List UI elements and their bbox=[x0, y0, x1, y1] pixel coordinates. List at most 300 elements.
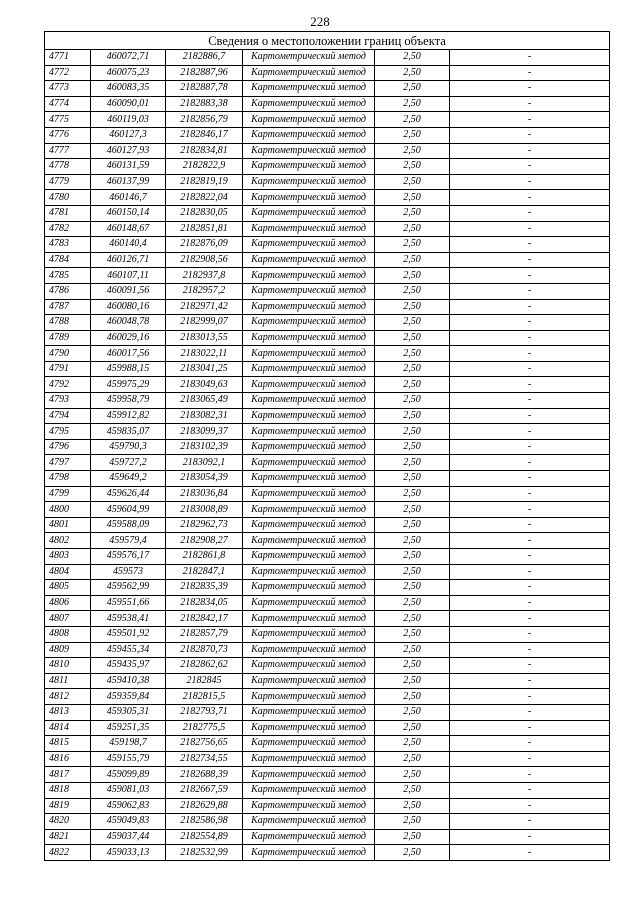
point-number-cell: 4790 bbox=[45, 346, 91, 362]
accuracy-cell: 2,50 bbox=[375, 393, 450, 409]
description-cell: - bbox=[450, 626, 610, 642]
accuracy-cell: 2,50 bbox=[375, 486, 450, 502]
accuracy-cell: 2,50 bbox=[375, 112, 450, 128]
table-row bbox=[45, 299, 610, 315]
description-cell: - bbox=[450, 533, 610, 549]
method-cell: Картометрический метод bbox=[243, 720, 375, 736]
coord-y-cell: 2182962,73 bbox=[166, 517, 243, 533]
table-row bbox=[45, 533, 610, 549]
coord-x-cell: 459049,83 bbox=[91, 814, 166, 830]
coord-x-cell: 459551,66 bbox=[91, 595, 166, 611]
point-number-cell: 4812 bbox=[45, 689, 91, 705]
table-row bbox=[45, 377, 610, 393]
table-row bbox=[45, 205, 610, 221]
coord-x-cell: 460146,7 bbox=[91, 190, 166, 206]
method-cell: Картометрический метод bbox=[243, 424, 375, 440]
table-row bbox=[45, 346, 610, 362]
description-cell: - bbox=[450, 829, 610, 845]
coord-y-cell: 2182851,81 bbox=[166, 221, 243, 237]
method-cell: Картометрический метод bbox=[243, 127, 375, 143]
point-number-cell: 4789 bbox=[45, 330, 91, 346]
accuracy-cell: 2,50 bbox=[375, 517, 450, 533]
coord-y-cell: 2182876,09 bbox=[166, 237, 243, 253]
description-cell: - bbox=[450, 174, 610, 190]
point-number-cell: 4814 bbox=[45, 720, 91, 736]
description-cell: - bbox=[450, 595, 610, 611]
point-number-cell: 4810 bbox=[45, 658, 91, 674]
point-number-cell: 4787 bbox=[45, 299, 91, 315]
accuracy-cell: 2,50 bbox=[375, 174, 450, 190]
accuracy-cell: 2,50 bbox=[375, 252, 450, 268]
coord-y-cell: 2182842,17 bbox=[166, 611, 243, 627]
coord-y-cell: 2182937,8 bbox=[166, 268, 243, 284]
method-cell: Картометрический метод bbox=[243, 767, 375, 783]
coord-x-cell: 460029,16 bbox=[91, 330, 166, 346]
accuracy-cell: 2,50 bbox=[375, 330, 450, 346]
accuracy-cell: 2,50 bbox=[375, 642, 450, 658]
coord-x-cell: 460131,59 bbox=[91, 159, 166, 175]
accuracy-cell: 2,50 bbox=[375, 502, 450, 518]
accuracy-cell: 2,50 bbox=[375, 549, 450, 565]
coord-y-cell: 2183036,84 bbox=[166, 486, 243, 502]
table-row bbox=[45, 798, 610, 814]
accuracy-cell: 2,50 bbox=[375, 845, 450, 861]
method-cell: Картометрический метод bbox=[243, 330, 375, 346]
coord-x-cell: 459099,89 bbox=[91, 767, 166, 783]
coord-y-cell: 2183065,49 bbox=[166, 393, 243, 409]
description-cell: - bbox=[450, 205, 610, 221]
table-row bbox=[45, 580, 610, 596]
method-cell: Картометрический метод bbox=[243, 408, 375, 424]
description-cell: - bbox=[450, 704, 610, 720]
table-row bbox=[45, 50, 610, 66]
table-row bbox=[45, 704, 610, 720]
description-cell: - bbox=[450, 642, 610, 658]
coord-x-cell: 459562,99 bbox=[91, 580, 166, 596]
accuracy-cell: 2,50 bbox=[375, 268, 450, 284]
table-row bbox=[45, 486, 610, 502]
table-row bbox=[45, 658, 610, 674]
table-row bbox=[45, 283, 610, 299]
description-cell: - bbox=[450, 424, 610, 440]
coord-x-cell: 459988,15 bbox=[91, 361, 166, 377]
table-row bbox=[45, 845, 610, 861]
point-number-cell: 4797 bbox=[45, 455, 91, 471]
table-row bbox=[45, 112, 610, 128]
table-row bbox=[45, 330, 610, 346]
accuracy-cell: 2,50 bbox=[375, 595, 450, 611]
point-number-cell: 4771 bbox=[45, 50, 91, 66]
method-cell: Картометрический метод bbox=[243, 393, 375, 409]
description-cell: - bbox=[450, 346, 610, 362]
accuracy-cell: 2,50 bbox=[375, 237, 450, 253]
description-cell: - bbox=[450, 486, 610, 502]
accuracy-cell: 2,50 bbox=[375, 798, 450, 814]
coord-x-cell: 459604,99 bbox=[91, 502, 166, 518]
table-row bbox=[45, 221, 610, 237]
point-number-cell: 4815 bbox=[45, 736, 91, 752]
table-row bbox=[45, 517, 610, 533]
accuracy-cell: 2,50 bbox=[375, 611, 450, 627]
table-row bbox=[45, 626, 610, 642]
point-number-cell: 4816 bbox=[45, 751, 91, 767]
description-cell: - bbox=[450, 455, 610, 471]
point-number-cell: 4775 bbox=[45, 112, 91, 128]
table-row bbox=[45, 549, 610, 565]
point-number-cell: 4778 bbox=[45, 159, 91, 175]
coord-y-cell: 2182856,79 bbox=[166, 112, 243, 128]
coord-x-cell: 459573 bbox=[91, 564, 166, 580]
description-cell: - bbox=[450, 471, 610, 487]
point-number-cell: 4791 bbox=[45, 361, 91, 377]
method-cell: Картометрический метод bbox=[243, 252, 375, 268]
coord-x-cell: 459062,83 bbox=[91, 798, 166, 814]
point-number-cell: 4798 bbox=[45, 471, 91, 487]
table-row bbox=[45, 174, 610, 190]
method-cell: Картометрический метод bbox=[243, 315, 375, 331]
method-cell: Картометрический метод bbox=[243, 502, 375, 518]
accuracy-cell: 2,50 bbox=[375, 829, 450, 845]
table-row bbox=[45, 829, 610, 845]
table-row bbox=[45, 252, 610, 268]
coord-x-cell: 459155,79 bbox=[91, 751, 166, 767]
description-cell: - bbox=[450, 767, 610, 783]
accuracy-cell: 2,50 bbox=[375, 190, 450, 206]
coord-x-cell: 460150,14 bbox=[91, 205, 166, 221]
method-cell: Картометрический метод bbox=[243, 611, 375, 627]
coord-y-cell: 2183082,31 bbox=[166, 408, 243, 424]
coord-y-cell: 2182822,04 bbox=[166, 190, 243, 206]
point-number-cell: 4803 bbox=[45, 549, 91, 565]
point-number-cell: 4809 bbox=[45, 642, 91, 658]
method-cell: Картометрический метод bbox=[243, 283, 375, 299]
method-cell: Картометрический метод bbox=[243, 845, 375, 861]
coord-y-cell: 2182835,39 bbox=[166, 580, 243, 596]
point-number-cell: 4781 bbox=[45, 205, 91, 221]
coord-x-cell: 459081,03 bbox=[91, 782, 166, 798]
table-row bbox=[45, 268, 610, 284]
description-cell: - bbox=[450, 252, 610, 268]
point-number-cell: 4784 bbox=[45, 252, 91, 268]
coord-y-cell: 2182957,2 bbox=[166, 283, 243, 299]
accuracy-cell: 2,50 bbox=[375, 689, 450, 705]
description-cell: - bbox=[450, 611, 610, 627]
table-row bbox=[45, 424, 610, 440]
coord-y-cell: 2183054,39 bbox=[166, 471, 243, 487]
table-title-row bbox=[45, 32, 610, 50]
coord-x-cell: 459033,13 bbox=[91, 845, 166, 861]
accuracy-cell: 2,50 bbox=[375, 782, 450, 798]
point-number-cell: 4776 bbox=[45, 127, 91, 143]
method-cell: Картометрический метод bbox=[243, 736, 375, 752]
description-cell: - bbox=[450, 112, 610, 128]
coord-y-cell: 2182999,07 bbox=[166, 315, 243, 331]
point-number-cell: 4774 bbox=[45, 96, 91, 112]
point-number-cell: 4806 bbox=[45, 595, 91, 611]
description-cell: - bbox=[450, 658, 610, 674]
method-cell: Картометрический метод bbox=[243, 642, 375, 658]
coord-x-cell: 459626,44 bbox=[91, 486, 166, 502]
accuracy-cell: 2,50 bbox=[375, 455, 450, 471]
method-cell: Картометрический метод bbox=[243, 626, 375, 642]
table-row bbox=[45, 673, 610, 689]
boundary-points-table bbox=[44, 31, 610, 861]
table-row bbox=[45, 65, 610, 81]
coord-y-cell: 2183102,39 bbox=[166, 439, 243, 455]
point-number-cell: 4821 bbox=[45, 829, 91, 845]
coord-x-cell: 460140,4 bbox=[91, 237, 166, 253]
description-cell: - bbox=[450, 393, 610, 409]
table-row bbox=[45, 408, 610, 424]
coord-y-cell: 2182629,88 bbox=[166, 798, 243, 814]
table-row bbox=[45, 127, 610, 143]
accuracy-cell: 2,50 bbox=[375, 736, 450, 752]
coord-x-cell: 459359,84 bbox=[91, 689, 166, 705]
method-cell: Картометрический метод bbox=[243, 549, 375, 565]
method-cell: Картометрический метод bbox=[243, 159, 375, 175]
coord-x-cell: 459435,97 bbox=[91, 658, 166, 674]
description-cell: - bbox=[450, 439, 610, 455]
description-cell: - bbox=[450, 237, 610, 253]
coord-y-cell: 2182857,79 bbox=[166, 626, 243, 642]
coord-x-cell: 459455,34 bbox=[91, 642, 166, 658]
coord-x-cell: 459835,07 bbox=[91, 424, 166, 440]
method-cell: Картометрический метод bbox=[243, 595, 375, 611]
coord-y-cell: 2182887,96 bbox=[166, 65, 243, 81]
coord-x-cell: 459649,2 bbox=[91, 471, 166, 487]
accuracy-cell: 2,50 bbox=[375, 564, 450, 580]
page-number: 228 bbox=[310, 14, 330, 29]
description-cell: - bbox=[450, 564, 610, 580]
coord-y-cell: 2182862,62 bbox=[166, 658, 243, 674]
method-cell: Картометрический метод bbox=[243, 533, 375, 549]
description-cell: - bbox=[450, 751, 610, 767]
method-cell: Картометрический метод bbox=[243, 205, 375, 221]
coord-y-cell: 2182815,5 bbox=[166, 689, 243, 705]
coord-y-cell: 2182554,89 bbox=[166, 829, 243, 845]
description-cell: - bbox=[450, 268, 610, 284]
description-cell: - bbox=[450, 736, 610, 752]
description-cell: - bbox=[450, 283, 610, 299]
coord-y-cell: 2182834,81 bbox=[166, 143, 243, 159]
table-row bbox=[45, 455, 610, 471]
description-cell: - bbox=[450, 517, 610, 533]
point-number-cell: 4819 bbox=[45, 798, 91, 814]
point-number-cell: 4811 bbox=[45, 673, 91, 689]
method-cell: Картометрический метод bbox=[243, 689, 375, 705]
coord-x-cell: 459912,82 bbox=[91, 408, 166, 424]
table-row bbox=[45, 237, 610, 253]
accuracy-cell: 2,50 bbox=[375, 533, 450, 549]
method-cell: Картометрический метод bbox=[243, 361, 375, 377]
table-row bbox=[45, 767, 610, 783]
description-cell: - bbox=[450, 299, 610, 315]
method-cell: Картометрический метод bbox=[243, 751, 375, 767]
point-number-cell: 4796 bbox=[45, 439, 91, 455]
table-row bbox=[45, 595, 610, 611]
description-cell: - bbox=[450, 361, 610, 377]
coord-x-cell: 459410,38 bbox=[91, 673, 166, 689]
coord-y-cell: 2182819,19 bbox=[166, 174, 243, 190]
coord-y-cell: 2182822,9 bbox=[166, 159, 243, 175]
coord-y-cell: 2182756,65 bbox=[166, 736, 243, 752]
point-number-cell: 4786 bbox=[45, 283, 91, 299]
coord-y-cell: 2183041,25 bbox=[166, 361, 243, 377]
coord-x-cell: 460119,03 bbox=[91, 112, 166, 128]
coord-y-cell: 2183049,63 bbox=[166, 377, 243, 393]
accuracy-cell: 2,50 bbox=[375, 471, 450, 487]
coord-y-cell: 2182845 bbox=[166, 673, 243, 689]
method-cell: Картометрический метод bbox=[243, 704, 375, 720]
description-cell: - bbox=[450, 580, 610, 596]
description-cell: - bbox=[450, 814, 610, 830]
point-number-cell: 4802 bbox=[45, 533, 91, 549]
coord-x-cell: 459538,41 bbox=[91, 611, 166, 627]
accuracy-cell: 2,50 bbox=[375, 65, 450, 81]
description-cell: - bbox=[450, 377, 610, 393]
method-cell: Картометрический метод bbox=[243, 143, 375, 159]
table-row bbox=[45, 689, 610, 705]
table-row bbox=[45, 720, 610, 736]
accuracy-cell: 2,50 bbox=[375, 299, 450, 315]
coord-x-cell: 460080,16 bbox=[91, 299, 166, 315]
accuracy-cell: 2,50 bbox=[375, 814, 450, 830]
coord-y-cell: 2182532,99 bbox=[166, 845, 243, 861]
description-cell: - bbox=[450, 502, 610, 518]
coord-x-cell: 460127,3 bbox=[91, 127, 166, 143]
accuracy-cell: 2,50 bbox=[375, 767, 450, 783]
coord-x-cell: 460148,67 bbox=[91, 221, 166, 237]
method-cell: Картометрический метод bbox=[243, 471, 375, 487]
coord-x-cell: 459576,17 bbox=[91, 549, 166, 565]
table-row bbox=[45, 782, 610, 798]
coord-x-cell: 459037,44 bbox=[91, 829, 166, 845]
accuracy-cell: 2,50 bbox=[375, 96, 450, 112]
description-cell: - bbox=[450, 221, 610, 237]
table-row bbox=[45, 471, 610, 487]
accuracy-cell: 2,50 bbox=[375, 283, 450, 299]
method-cell: Картометрический метод bbox=[243, 65, 375, 81]
table-row bbox=[45, 611, 610, 627]
method-cell: Картометрический метод bbox=[243, 673, 375, 689]
point-number-cell: 4793 bbox=[45, 393, 91, 409]
method-cell: Картометрический метод bbox=[243, 829, 375, 845]
table-row bbox=[45, 736, 610, 752]
coord-x-cell: 459975,29 bbox=[91, 377, 166, 393]
coord-x-cell: 460107,11 bbox=[91, 268, 166, 284]
table-row bbox=[45, 439, 610, 455]
accuracy-cell: 2,50 bbox=[375, 626, 450, 642]
coord-x-cell: 460075,23 bbox=[91, 65, 166, 81]
coord-y-cell: 2183092,1 bbox=[166, 455, 243, 471]
point-number-cell: 4820 bbox=[45, 814, 91, 830]
description-cell: - bbox=[450, 408, 610, 424]
point-number-cell: 4772 bbox=[45, 65, 91, 81]
description-cell: - bbox=[450, 127, 610, 143]
method-cell: Картометрический метод bbox=[243, 782, 375, 798]
coord-y-cell: 2182908,56 bbox=[166, 252, 243, 268]
coord-y-cell: 2182734,55 bbox=[166, 751, 243, 767]
description-cell: - bbox=[450, 159, 610, 175]
method-cell: Картометрический метод bbox=[243, 96, 375, 112]
point-number-cell: 4801 bbox=[45, 517, 91, 533]
coord-y-cell: 2182775,5 bbox=[166, 720, 243, 736]
description-cell: - bbox=[450, 549, 610, 565]
coord-x-cell: 460137,99 bbox=[91, 174, 166, 190]
description-cell: - bbox=[450, 798, 610, 814]
point-number-cell: 4822 bbox=[45, 845, 91, 861]
table-row bbox=[45, 143, 610, 159]
coord-x-cell: 459958,79 bbox=[91, 393, 166, 409]
description-cell: - bbox=[450, 720, 610, 736]
accuracy-cell: 2,50 bbox=[375, 221, 450, 237]
method-cell: Картометрический метод bbox=[243, 190, 375, 206]
coord-y-cell: 2182908,27 bbox=[166, 533, 243, 549]
accuracy-cell: 2,50 bbox=[375, 50, 450, 66]
accuracy-cell: 2,50 bbox=[375, 424, 450, 440]
description-cell: - bbox=[450, 50, 610, 66]
coord-y-cell: 2183008,89 bbox=[166, 502, 243, 518]
table-row bbox=[45, 96, 610, 112]
description-cell: - bbox=[450, 96, 610, 112]
method-cell: Картометрический метод bbox=[243, 798, 375, 814]
accuracy-cell: 2,50 bbox=[375, 377, 450, 393]
coord-y-cell: 2183099,37 bbox=[166, 424, 243, 440]
accuracy-cell: 2,50 bbox=[375, 751, 450, 767]
coord-y-cell: 2182586,98 bbox=[166, 814, 243, 830]
method-cell: Картометрический метод bbox=[243, 299, 375, 315]
point-number-cell: 4807 bbox=[45, 611, 91, 627]
accuracy-cell: 2,50 bbox=[375, 658, 450, 674]
description-cell: - bbox=[450, 190, 610, 206]
point-number-cell: 4799 bbox=[45, 486, 91, 502]
description-cell: - bbox=[450, 782, 610, 798]
description-cell: - bbox=[450, 315, 610, 331]
coord-x-cell: 460091,56 bbox=[91, 283, 166, 299]
coord-y-cell: 2183022,11 bbox=[166, 346, 243, 362]
coord-y-cell: 2182883,38 bbox=[166, 96, 243, 112]
point-number-cell: 4785 bbox=[45, 268, 91, 284]
table-row bbox=[45, 361, 610, 377]
accuracy-cell: 2,50 bbox=[375, 315, 450, 331]
coord-y-cell: 2182830,05 bbox=[166, 205, 243, 221]
description-cell: - bbox=[450, 330, 610, 346]
method-cell: Картометрический метод bbox=[243, 580, 375, 596]
accuracy-cell: 2,50 bbox=[375, 159, 450, 175]
accuracy-cell: 2,50 bbox=[375, 704, 450, 720]
coord-y-cell: 2182971,42 bbox=[166, 299, 243, 315]
coord-x-cell: 460126,71 bbox=[91, 252, 166, 268]
method-cell: Картометрический метод bbox=[243, 455, 375, 471]
coord-x-cell: 459579,4 bbox=[91, 533, 166, 549]
method-cell: Картометрический метод bbox=[243, 268, 375, 284]
accuracy-cell: 2,50 bbox=[375, 673, 450, 689]
method-cell: Картометрический метод bbox=[243, 174, 375, 190]
point-number-cell: 4773 bbox=[45, 81, 91, 97]
description-cell: - bbox=[450, 845, 610, 861]
method-cell: Картометрический метод bbox=[243, 564, 375, 580]
coord-x-cell: 459198,7 bbox=[91, 736, 166, 752]
method-cell: Картометрический метод bbox=[243, 221, 375, 237]
coord-y-cell: 2182886,7 bbox=[166, 50, 243, 66]
point-number-cell: 4795 bbox=[45, 424, 91, 440]
point-number-cell: 4804 bbox=[45, 564, 91, 580]
accuracy-cell: 2,50 bbox=[375, 439, 450, 455]
coord-y-cell: 2182846,17 bbox=[166, 127, 243, 143]
description-cell: - bbox=[450, 689, 610, 705]
table-row bbox=[45, 751, 610, 767]
method-cell: Картометрический метод bbox=[243, 377, 375, 393]
